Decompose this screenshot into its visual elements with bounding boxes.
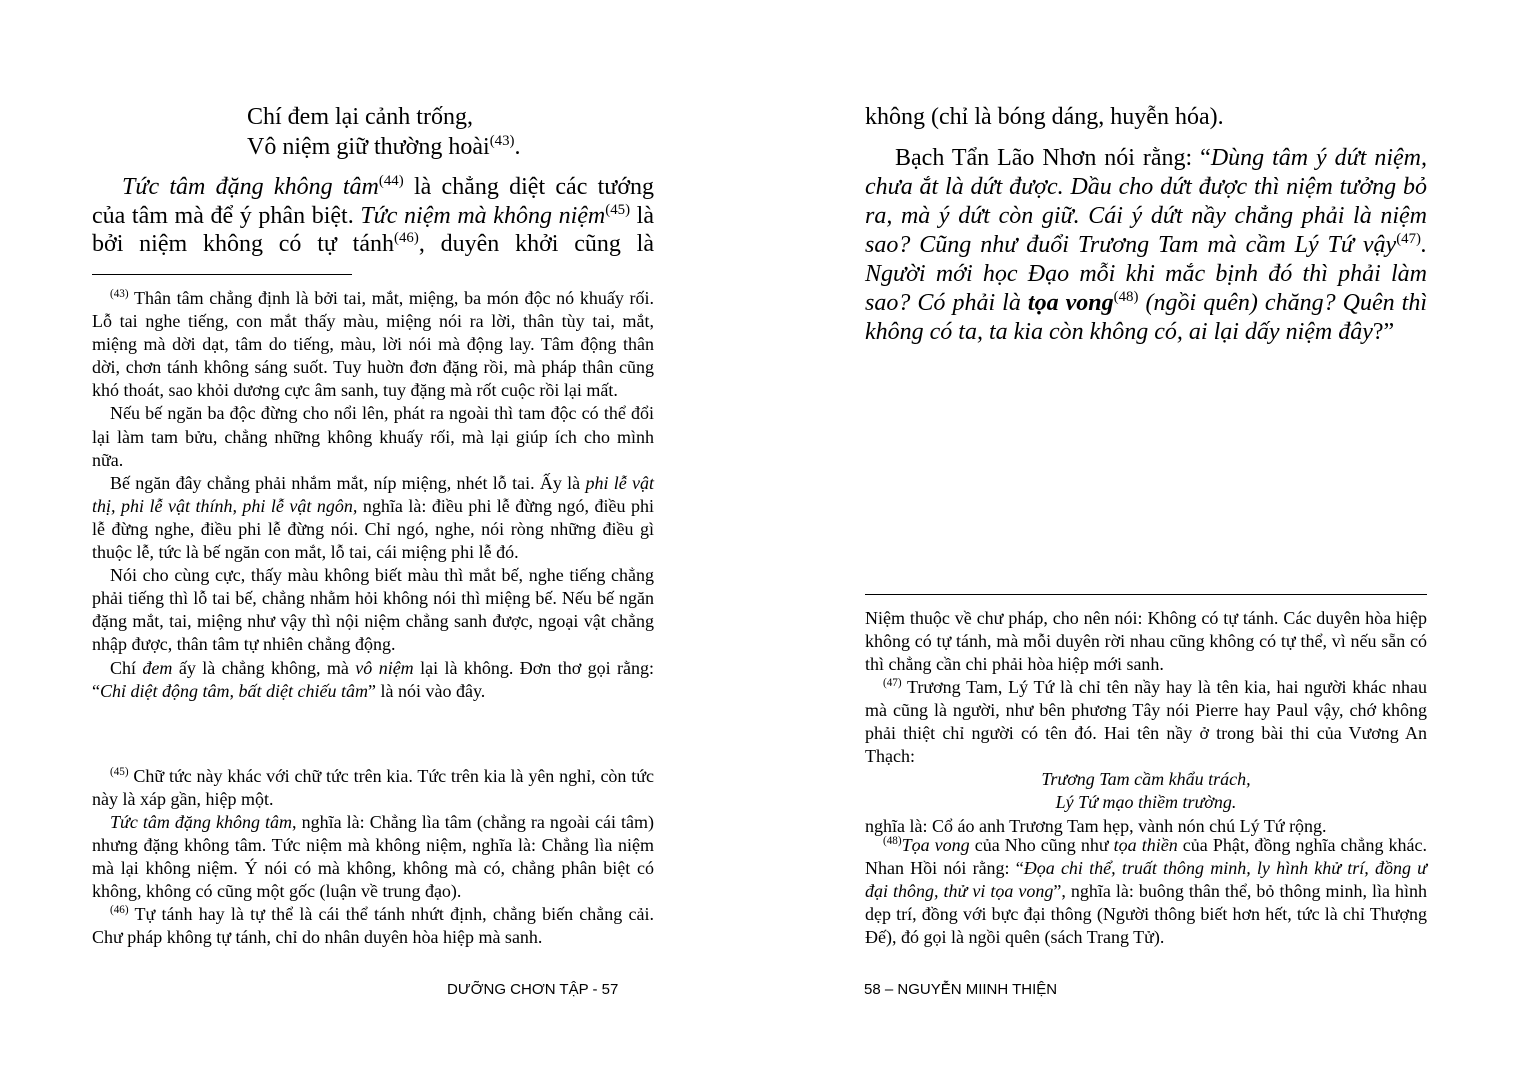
footnote-separator-right	[865, 594, 1427, 595]
footnote-num-45: (45)	[110, 766, 129, 778]
term-toa-vong: tọa vong	[1027, 290, 1114, 316]
verse-line-1: Chí đem lại cảnh trống,	[247, 104, 473, 130]
footnote-46-continued: Niệm thuộc về chư pháp, cho nên nói: Không có tự tánh. Các duyên hòa hiệp không có tự tánh, mà mỗi duyên rời nhau cũng không có tự thể, vì nếu sẵn có thì chẳng cần chi phải hòa hiệp mới sanh.	[865, 608, 1427, 675]
page-number-left: DƯỠNG CHƠN TẬP - 57	[447, 981, 619, 998]
footnote-ref-48[interactable]: (48)	[1113, 289, 1139, 305]
poem-line-2: Lý Tứ mạo thiềm trường.	[1055, 792, 1237, 813]
footnote-ref-45[interactable]: (45)	[605, 201, 631, 218]
footnote-ref-43[interactable]: (43)	[489, 133, 515, 149]
term-tuc-niem: Tức niệm mà không niệm	[360, 202, 606, 229]
footnote-num-48: (48)	[883, 835, 902, 847]
footnote-ref-46[interactable]: (46)	[394, 230, 419, 246]
right-page	[760, 0, 1520, 1076]
footnote-48: $^{(48)}$Tọa vong của Nho cũng như tọa thiền của Phật, đồng nghĩa chẳng khác. Nhan Hồi nói rằng: “Đọa chi thể, truất thông minh, ly hình khử trí, đồng ư đại thông, thử vi tọa vong”, nghĩa là: buông thân thể, bỏ thông minh, lìa hình dẹp trí, đồng với bực đại thông (Người thông biết hơn hết, tức là chỉ Thượng Đế), đó gọi là ngồi quên (sách Trang Tử).	[865, 835, 1428, 948]
footnote-47: $^{(47)}$ Trương Tam, Lý Tứ là chỉ tên nầy hay là tên kia, hai người khác nhau mà cũng là người, như bên phương Tây nói Pierre hay Paul vậy, chớ không phải thiệt chỉ người có tên đó. Hai tên nầy ở trong bài thi của Vương An Thạch: Trương Tam cầm khẩu trách, Lý Tứ mạo thiềm trường. nghĩa là: Cổ áo anh Trương Tam hẹp, vành nón chú Lý Tứ rộng.	[865, 677, 1427, 836]
poem-line-1: Trương Tam cầm khẩu trách,	[1041, 769, 1251, 790]
footnote-num-47: (47)	[883, 677, 902, 689]
footnote-ref-47[interactable]: (47)	[1396, 231, 1421, 247]
verse-line-2: Vô niệm giữ thường hoài$^{(43)}$.	[247, 133, 521, 160]
footnote-separator-left	[92, 274, 352, 275]
main-paragraph-left: Tức tâm đặng không tâm$^{(44)}$ là chẳng diệt các tướng của tâm mà để ý phân biệt. Tức niệm mà không niệm$^{(45)}$ là bởi niệm không có tự tánh$^{(46)}$, duyên khởi cũng là	[92, 173, 655, 257]
quote-bach-tan: Dùng tâm ý dứt niệm, chưa ắt là dứt được. Dầu cho dứt được thì niệm tưởng bỏ ra, mà ý dứt còn giữ. Cái ý dứt nầy chẳng phải là niệm sao? Cũng như đuổi Trương Tam mà cầm Lý Tứ vậy	[865, 145, 1427, 258]
footnote-46: $^{(46)}$ Tự tánh hay là tự thể là cái thể tánh nhứt định, chẳng biến chẳng cải. Chư pháp không tự tánh, chỉ do nhân duyên hòa hiệp mà sanh.	[92, 904, 654, 948]
footnote-num-46: (46)	[110, 904, 129, 916]
footnote-45: $^{(45)}$ Chữ tức này khác với chữ tức trên kia. Tức trên kia là yên nghỉ, còn tức này là xáp gần, hiệp một. Tức tâm đặng không tâm, nghĩa là: Chẳng lìa tâm (chẳng ra ngoài cái tâm) nhưng đặng không tâm. Tức niệm mà không niệm, nghĩa là: Chẳng lìa niệm mà lại không niệm. Ý nói có mà không, không mà có, chẳng phân biệt có không, không có cũng một gốc (luận về trung đạo).	[92, 766, 654, 902]
page-number-right: 58 – NGUYỄN MIINH THIỆN	[864, 981, 1058, 998]
continuation-line: không (chỉ là bóng dáng, huyễn hóa).	[865, 104, 1224, 130]
term-tuc-tam: Tức tâm đặng không tâm	[122, 174, 379, 200]
footnote-43: $^{(43)}$ Thân tâm chẳng định là bởi tai, mắt, miệng, ba món độc nó khuấy rối. Lỗ tai nghe tiếng, con mắt thấy màu, miệng nói ra lời, thân tùy tai, mắt, miệng mà dời dạt, tâm do tiếng, màu, lời nói mà động lay. Tâm động thân dời, chơn tánh không sáng suốt. Tuy huờn đơn đặng rồi, mà pháp thân cũng khó thoát, sao khỏi dương cực âm sanh, tuy đặng mà rốt cuộc rồi lại mất. Nếu bế ngăn ba độc đừng cho nổi lên, phát ra ngoài thì tam độc có thể đổi lại làm tam bửu, chẳng những không khuấy rối, mà lại giúp ích cho mình nữa. Bế ngăn đây chẳng phải nhắm mắt, níp miệng, nhét lỗ tai. Ấy là phi lễ vật thị, phi lễ vật thính, phi lễ vật ngôn, nghĩa là: điều phi lễ đừng ngó, điều phi lễ đừng nghe, điều phi lễ đừng nói. Chỉ ngó, nghe, nói ròng những điều gì thuộc lễ, tức là bế ngăn con mắt, lỗ tai, cái miệng phi lễ đó. Nói cho cùng cực, thấy màu không biết màu thì mắt bế, nghe tiếng chẳng phải tiếng thì lỗ tai bế, chẳng nhằm hỏi không nói thì miệng bế. Nếu bế ngăn đặng mắt, tai, miệng như vậy thì nội niệm chẳng sanh được, ngoại vật chẳng nhập được, thân tâm tự nhiên chẳng động. Chí đem ấy là chẳng không, mà vô niệm lại là không. Đơn thơ gọi rằng: “Chỉ diệt động tâm, bất diệt chiếu tâm” là nói vào đây.	[92, 288, 655, 701]
main-paragraph-right: Bạch Tẩn Lão Nhơn nói rằng: “Dùng tâm ý dứt niệm, chưa ắt là dứt được. Dầu cho dứt được thì niệm tưởng bỏ ra, mà ý dứt còn giữ. Cái ý dứt nầy chẳng phải là niệm sao? Cũng như đuổi Trương Tam mà cầm Lý Tứ vậy$^{(47)}$. Người mới học Đạo mỗi khi mắc bịnh đó thì phải làm sao? Có phải là tọa vong$^{(48)}$ (ngồi quên) chăng? Quên thì không có ta, ta kia còn không có, ai lại dấy niệm đây?”	[865, 145, 1428, 345]
footnote-num-43: (43)	[110, 288, 129, 300]
footnote-ref-44[interactable]: (44)	[378, 173, 404, 189]
